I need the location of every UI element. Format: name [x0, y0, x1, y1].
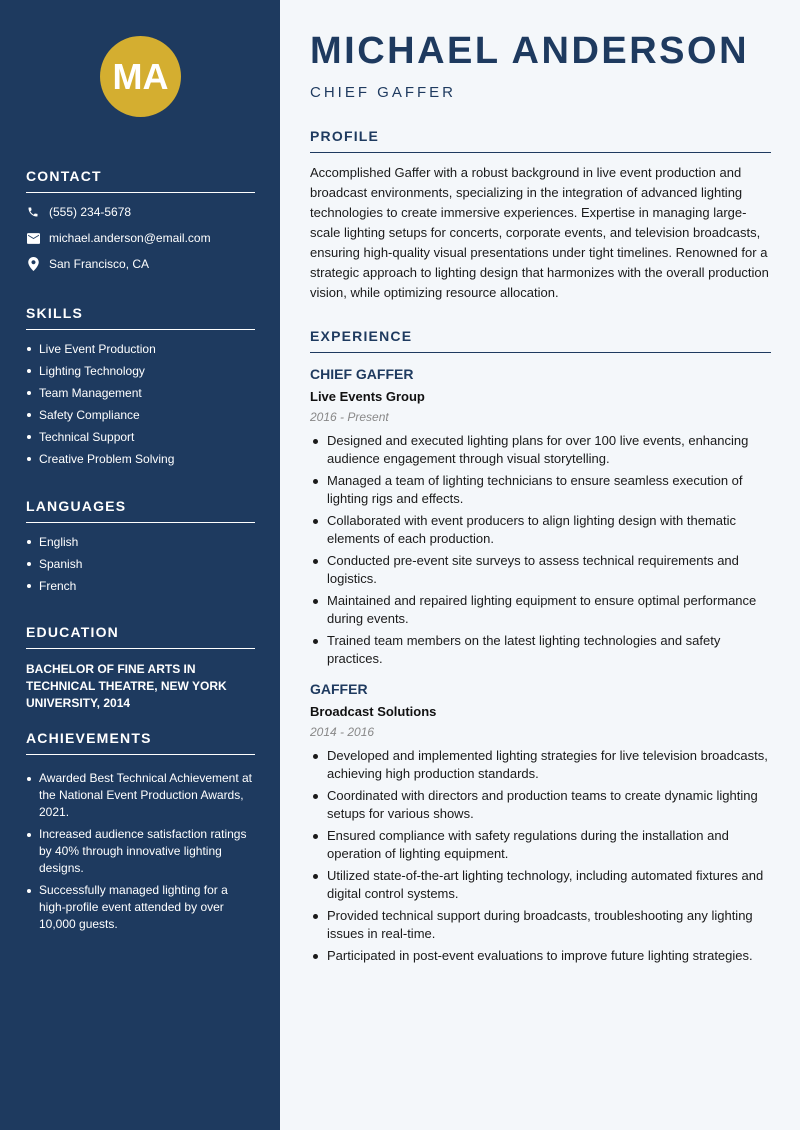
skill-item: Team Management — [26, 382, 255, 404]
job-bullet: Participated in post-event evaluations to improve future lighting strategies. — [310, 947, 771, 965]
job-bullet: Provided technical support during broadcasts, troubleshooting any lighting issues in real-time. — [310, 907, 771, 943]
job-bullet: Coordinated with directors and production teams to create dynamic lighting setups for various shows. — [310, 787, 771, 823]
job-company: Live Events Group — [310, 389, 425, 404]
achievements-section — [26, 730, 255, 938]
skill-item: Lighting Technology — [26, 360, 255, 382]
contact-location — [26, 251, 255, 277]
job-bullet: Trained team members on the latest lighting technologies and safety practices. — [310, 632, 771, 668]
location-text: San Francisco, CA — [49, 257, 150, 271]
job-dates: 2014 - 2016 — [310, 725, 375, 739]
email-icon — [26, 231, 40, 245]
phone-text: (555) 234-5678 — [49, 205, 132, 219]
achievement-item: Successfully managed lighting for a high-profile event attended by over 10,000 guests. — [26, 882, 255, 933]
job-bullets — [310, 747, 771, 965]
language-item: English — [26, 531, 255, 553]
skill-item: Live Event Production — [26, 338, 255, 360]
skill-item: Technical Support — [26, 426, 255, 448]
contact-phone — [26, 199, 255, 225]
education-heading: EDUCATION — [26, 624, 255, 649]
job-bullet: Developed and implemented lighting strategies for live television broadcasts, achieving high production standards. — [310, 747, 771, 783]
contact-heading: CONTACT — [26, 168, 255, 193]
job-company: Broadcast Solutions — [310, 704, 437, 719]
sidebar — [0, 0, 280, 1130]
languages-section — [26, 498, 255, 597]
profile-section — [310, 128, 771, 303]
languages-heading: LANGUAGES — [26, 498, 255, 523]
job-bullets — [310, 432, 771, 668]
phone-icon — [26, 205, 40, 219]
language-item: Spanish — [26, 553, 255, 575]
job-bullet: Conducted pre-event site surveys to assess technical requirements and logistics. — [310, 552, 771, 588]
skills-heading: SKILLS — [26, 305, 255, 330]
contact-section — [26, 168, 255, 277]
experience-heading: EXPERIENCE — [310, 328, 771, 353]
achievements-heading: ACHIEVEMENTS — [26, 730, 255, 755]
contact-email — [26, 225, 255, 251]
achievements-list — [26, 770, 255, 933]
job-bullet: Designed and executed lighting plans for over 100 live events, enhancing audience engagement through visual storytelling. — [310, 432, 771, 468]
achievement-item: Awarded Best Technical Achievement at the National Event Production Awards, 2021. — [26, 770, 255, 821]
education-section — [26, 624, 255, 712]
experience-section — [310, 328, 771, 969]
job-title: CHIEF GAFFER — [310, 366, 414, 382]
job-bullet: Utilized state-of-the-art lighting technology, including automated fixtures and digital control systems. — [310, 867, 771, 903]
skill-item: Creative Problem Solving — [26, 448, 255, 470]
job-entry — [310, 681, 771, 965]
avatar-initials: MA — [112, 55, 169, 97]
language-item: French — [26, 575, 255, 597]
job-entry — [310, 366, 771, 668]
languages-list — [26, 531, 255, 597]
job-dates: 2016 - Present — [310, 410, 389, 424]
email-text: michael.anderson@email.com — [49, 231, 211, 245]
location-pin-icon — [26, 257, 40, 271]
skill-item: Safety Compliance — [26, 404, 255, 426]
avatar — [100, 36, 181, 117]
skills-list — [26, 338, 255, 470]
skills-section — [26, 305, 255, 470]
achievement-item: Increased audience satisfaction ratings by 40% through innovative lighting designs. — [26, 826, 255, 877]
candidate-name: MICHAEL ANDERSON — [310, 30, 750, 72]
job-bullet: Collaborated with event producers to align lighting design with thematic elements of each production. — [310, 512, 771, 548]
profile-text: Accomplished Gaffer with a robust background in live event production and broadcast environments, specializing in the integration of advanced lighting technologies to create immersive experiences. Expertise in managing large-scale lighting setups for concerts, corporate events, and television broadcasts, ensuring high-quality visual presentations under tight timelines. Renowned for a strategic approach to lighting design that harmonizes with the overall production vision, while optimizing resource allocation. — [310, 165, 769, 300]
job-bullet: Maintained and repaired lighting equipment to ensure optimal performance during events. — [310, 592, 771, 628]
job-bullet: Ensured compliance with safety regulations during the installation and operation of lighting equipment. — [310, 827, 771, 863]
profile-heading: PROFILE — [310, 128, 771, 153]
job-title: GAFFER — [310, 681, 368, 697]
education-text: BACHELOR OF FINE ARTS IN TECHNICAL THEATRE, NEW YORK UNIVERSITY, 2014 — [26, 662, 227, 710]
candidate-title: CHIEF GAFFER — [310, 84, 457, 101]
job-bullet: Managed a team of lighting technicians to ensure seamless execution of lighting rigs and effects. — [310, 472, 771, 508]
